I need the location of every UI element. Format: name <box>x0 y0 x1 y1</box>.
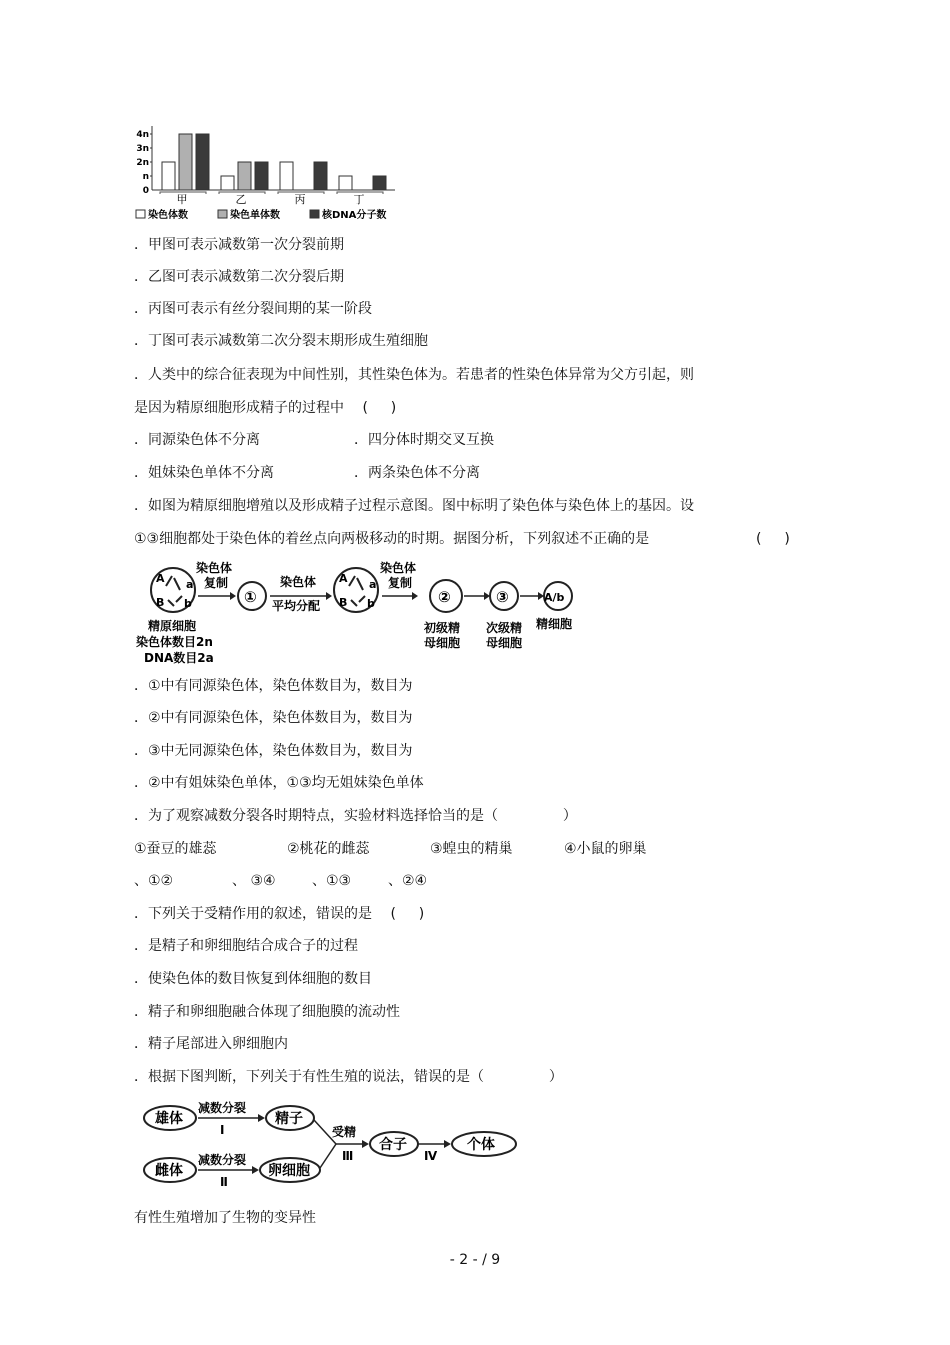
arrow-label: 复制 <box>388 576 413 590</box>
node-text: 雄体 <box>155 1111 183 1127</box>
bar <box>196 134 209 190</box>
arrow-label: Ⅲ <box>342 1149 354 1163</box>
arrow-head <box>258 1114 265 1122</box>
item-1: ①蚕豆的雄蕊 <box>134 841 217 857</box>
arrow-head <box>412 592 418 600</box>
node-label: ③ <box>496 588 509 606</box>
gene-label: A/b <box>544 591 565 604</box>
bar-chart <box>130 118 410 226</box>
gene-label: b <box>184 597 192 610</box>
item-4: ④小鼠的卵巢 <box>564 841 647 857</box>
legend-label: 核DNA分子数 <box>322 210 387 221</box>
choice-c: 、①③ <box>312 873 352 889</box>
gene-label: B <box>156 596 165 609</box>
legend-label: 染色体数 <box>148 210 188 221</box>
node-label: ① <box>244 588 257 606</box>
arrow-label: 染色体 <box>380 561 417 575</box>
node-label: ② <box>438 588 451 606</box>
question-stem: ．根据下图判断，下列关于有性生殖的说法，错误的是（ ） <box>134 1069 563 1085</box>
option-c: ．精子和卵细胞融合体现了细胞膜的流动性 <box>134 1004 400 1020</box>
bar <box>314 162 327 190</box>
option-a: ．是精子和卵细胞结合成合子的过程 <box>134 938 358 954</box>
gene-label: B <box>339 596 348 609</box>
y-tick-label: n <box>142 172 149 182</box>
spermatogenesis-diagram <box>130 560 590 668</box>
arrow-head <box>362 1140 369 1148</box>
option-a: ．甲图可表示减数第一次分裂前期 <box>134 237 344 253</box>
option-d: ．两条染色体不分离 <box>354 465 480 481</box>
cell-label: 精原细胞 <box>148 619 197 633</box>
gene-label: A <box>339 572 348 585</box>
cell-label: 母细胞 <box>486 636 523 650</box>
bar <box>221 176 234 190</box>
option-d: ．精子尾部进入卵细胞内 <box>134 1036 288 1052</box>
arrow-label: Ⅳ <box>424 1149 438 1163</box>
arrow-head <box>444 1140 451 1148</box>
cell-label: 染色体数目2n <box>136 635 213 649</box>
legend-swatch <box>218 210 227 218</box>
arrow-label: 复制 <box>204 576 229 590</box>
x-tick-label: 丙 <box>294 193 306 206</box>
gene-label: A <box>156 572 165 585</box>
legend-label: 染色单体数 <box>230 210 280 221</box>
arrow-label: 平均分配 <box>272 599 321 613</box>
legend-swatch <box>136 210 145 218</box>
sexual-reproduction-diagram <box>140 1098 530 1194</box>
gene-label: a <box>186 578 194 591</box>
node-text: 卵细胞 <box>268 1163 310 1179</box>
connector <box>320 1144 336 1168</box>
bar <box>255 162 268 190</box>
choice-b: 、 ③④ <box>232 873 276 889</box>
bar <box>373 176 386 190</box>
answer-paren: ( ) <box>756 531 790 547</box>
cell-label: 初级精 <box>424 621 461 635</box>
gene-label: b <box>367 597 375 610</box>
x-tick-label: 丁 <box>353 193 365 206</box>
option-b: ．乙图可表示减数第二次分裂后期 <box>134 269 344 285</box>
option-d: ．②中有姐妹染色单体，①③均无姐妹染色单体 <box>134 775 424 791</box>
x-tick-label: 甲 <box>176 193 188 206</box>
choice-a: 、①② <box>134 873 174 889</box>
question-stem: ．如图为精原细胞增殖以及形成精子过程示意图。图中标明了染色体与染色体上的基因。设 <box>134 498 694 514</box>
bar <box>339 176 352 190</box>
arrow-label: Ⅱ <box>220 1175 228 1189</box>
item-2: ②桃花的雌蕊 <box>287 841 370 857</box>
cell-label: 次级精 <box>486 621 523 635</box>
node-text: 合子 <box>379 1137 407 1153</box>
node-text: 个体 <box>467 1137 495 1153</box>
question-stem: ．为了观察减数分裂各时期特点，实验材料选择恰当的是（ ） <box>134 808 577 824</box>
option-b: ．使染色体的数目恢复到体细胞的数目 <box>134 971 372 987</box>
chromosome-icon <box>166 576 182 606</box>
bar <box>162 162 175 190</box>
x-tick-label: 乙 <box>235 193 247 206</box>
arrow-label: 染色体 <box>196 561 233 575</box>
choice-d: 、②④ <box>388 873 428 889</box>
gene-label: a <box>369 578 377 591</box>
y-tick-label: 3n <box>136 144 149 154</box>
option-c: ．丙图可表示有丝分裂间期的某一阶段 <box>134 301 372 317</box>
arrow-head <box>230 592 236 600</box>
option-c: ．③中无同源染色体，染色体数目为，数目为 <box>134 743 413 759</box>
arrow-label: 受精 <box>332 1125 357 1139</box>
cell-label: 母细胞 <box>424 636 461 650</box>
bar <box>238 162 251 190</box>
arrow-head <box>252 1166 259 1174</box>
node-text: 雌体 <box>155 1163 183 1179</box>
chromosome-icon <box>349 576 365 606</box>
arrow-head <box>326 592 332 600</box>
bar <box>280 162 293 190</box>
arrow-label: 减数分裂 <box>198 1153 247 1167</box>
y-tick-label: 2n <box>136 158 149 168</box>
cell-label: 精细胞 <box>536 617 573 631</box>
question-stem: ．人类中的综合征表现为中间性别，其性染色体为。若患者的性染色体异常为父方引起，则 <box>134 367 694 383</box>
question-stem-cont: ①③细胞都处于染色体的着丝点向两极移动的时期。据图分析，下列叙述不正确的是 <box>134 531 650 547</box>
option-a: ．同源染色体不分离 <box>134 432 260 448</box>
option-a: 有性生殖增加了生物的变异性 <box>134 1210 316 1226</box>
node-text: 精子 <box>275 1111 303 1127</box>
option-b: ．②中有同源染色体，染色体数目为，数目为 <box>134 710 413 726</box>
page-number: - 2 - / 9 <box>449 1252 501 1268</box>
bar <box>179 134 192 190</box>
option-d: ．丁图可表示减数第二次分裂末期形成生殖细胞 <box>134 333 428 349</box>
question-stem-cont: 是因为精原细胞形成精子的过程中 ( ) <box>134 400 397 416</box>
option-a: ．①中有同源染色体，染色体数目为，数目为 <box>134 678 413 694</box>
arrow-label: 染色体 <box>280 575 317 589</box>
arrow-label: 减数分裂 <box>198 1101 247 1115</box>
y-tick-label: 0 <box>142 186 149 196</box>
option-b: ．四分体时期交叉互换 <box>354 432 494 448</box>
option-c: ．姐妹染色单体不分离 <box>134 465 274 481</box>
y-tick-label: 4n <box>136 130 149 140</box>
item-3: ③蝗虫的精巢 <box>430 841 513 857</box>
question-stem: ．下列关于受精作用的叙述，错误的是 ( ) <box>134 906 425 922</box>
arrow-label: I <box>220 1123 225 1137</box>
legend-swatch <box>310 210 319 218</box>
cell-label: DNA数目2a <box>144 651 214 665</box>
